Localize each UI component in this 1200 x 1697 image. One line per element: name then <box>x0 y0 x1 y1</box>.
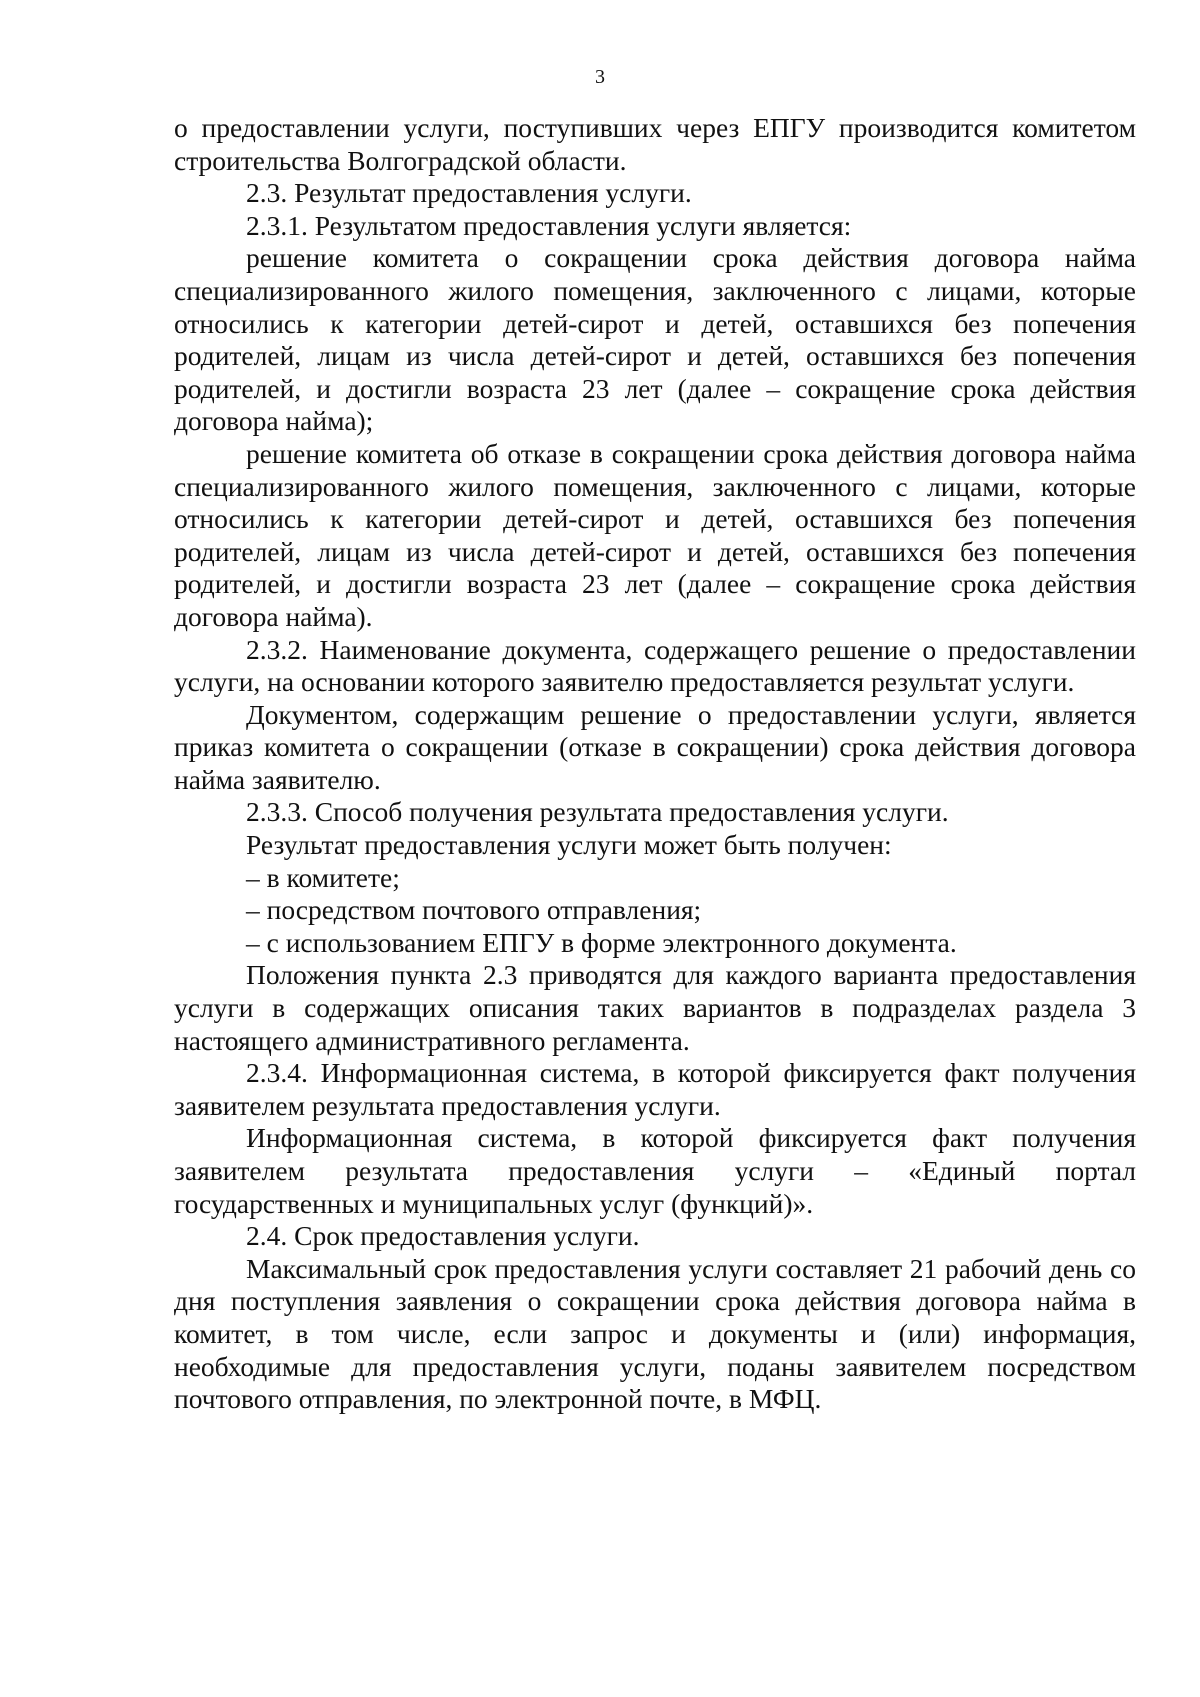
paragraph: о предоставлении услуги, поступивших через ЕПГУ производится комитетом строительства Волгоградской области. <box>174 112 1136 176</box>
section-heading-2-3-4: 2.3.4. Информационная система, в которой фиксируется факт получения заявителем результата предоставления услуги. <box>174 1057 1136 1121</box>
list-item: – посредством почтового отправления; <box>246 894 702 926</box>
list-item: – в комитете; <box>246 861 400 893</box>
section-heading-2-4: 2.4. Срок предоставления услуги. <box>246 1220 640 1252</box>
paragraph: Результат предоставления услуги может быть получен: <box>246 829 892 861</box>
page-number: 3 <box>595 66 605 88</box>
section-heading-2-3-1: 2.3.1. Результатом предоставления услуги является: <box>246 209 852 241</box>
paragraph: Максимальный срок предоставления услуги составляет 21 рабочий день со дня поступления заявления о сокращении срока действия договора найма в комитет, в том числе, если запрос и документы и (или) информация, необходимые для предоставления услуги, поданы заявителем посредством почтового отправления, по электронной почте, в МФЦ. <box>174 1252 1136 1415</box>
paragraph: решение комитета о сокращении срока действия договора найма специализированного жилого помещения, заключенного с лицами, которые относились к категории детей-сирот и детей, оставшихся без попечения родителей, лицам из числа детей-сирот и детей, оставшихся без попечения родителей, и достигли возраста 23 лет (далее – сокращение срока действия договора найма); <box>174 242 1136 437</box>
list-item: – с использованием ЕПГУ в форме электронного документа. <box>246 926 957 958</box>
section-heading-2-3: 2.3. Результат предоставления услуги. <box>246 177 692 209</box>
section-heading-2-3-2: 2.3.2. Наименование документа, содержащего решение о предоставлении услуги, на основании которого заявителю предоставляется результат услуги. <box>174 633 1136 698</box>
paragraph: решение комитета об отказе в сокращении срока действия договора найма специализированного жилого помещения, заключенного с лицами, которые относились к категории детей-сирот и детей, оставшихся без попечения родителей, лицам из числа детей-сирот и детей, оставшихся без попечения родителей, и достигли возраста 23 лет (далее – сокращение срока действия договора найма). <box>174 437 1136 632</box>
section-heading-2-3-3: 2.3.3. Способ получения результата предоставления услуги. <box>246 796 949 828</box>
paragraph: Информационная система, в которой фиксируется факт получения заявителем результата предоставления услуги – «Единый портал государственных и муниципальных услуг (функций)». <box>174 1122 1136 1219</box>
paragraph: Документом, содержащим решение о предоставлении услуги, является приказ комитета о сокращении (отказе в сокращении) срока действия договора найма заявителю. <box>174 698 1136 795</box>
document-body <box>174 112 1136 1416</box>
paragraph: Положения пункта 2.3 приводятся для каждого варианта предоставления услуги в содержащих описания таких вариантов в подразделах раздела 3 настоящего административного регламента. <box>174 959 1136 1056</box>
